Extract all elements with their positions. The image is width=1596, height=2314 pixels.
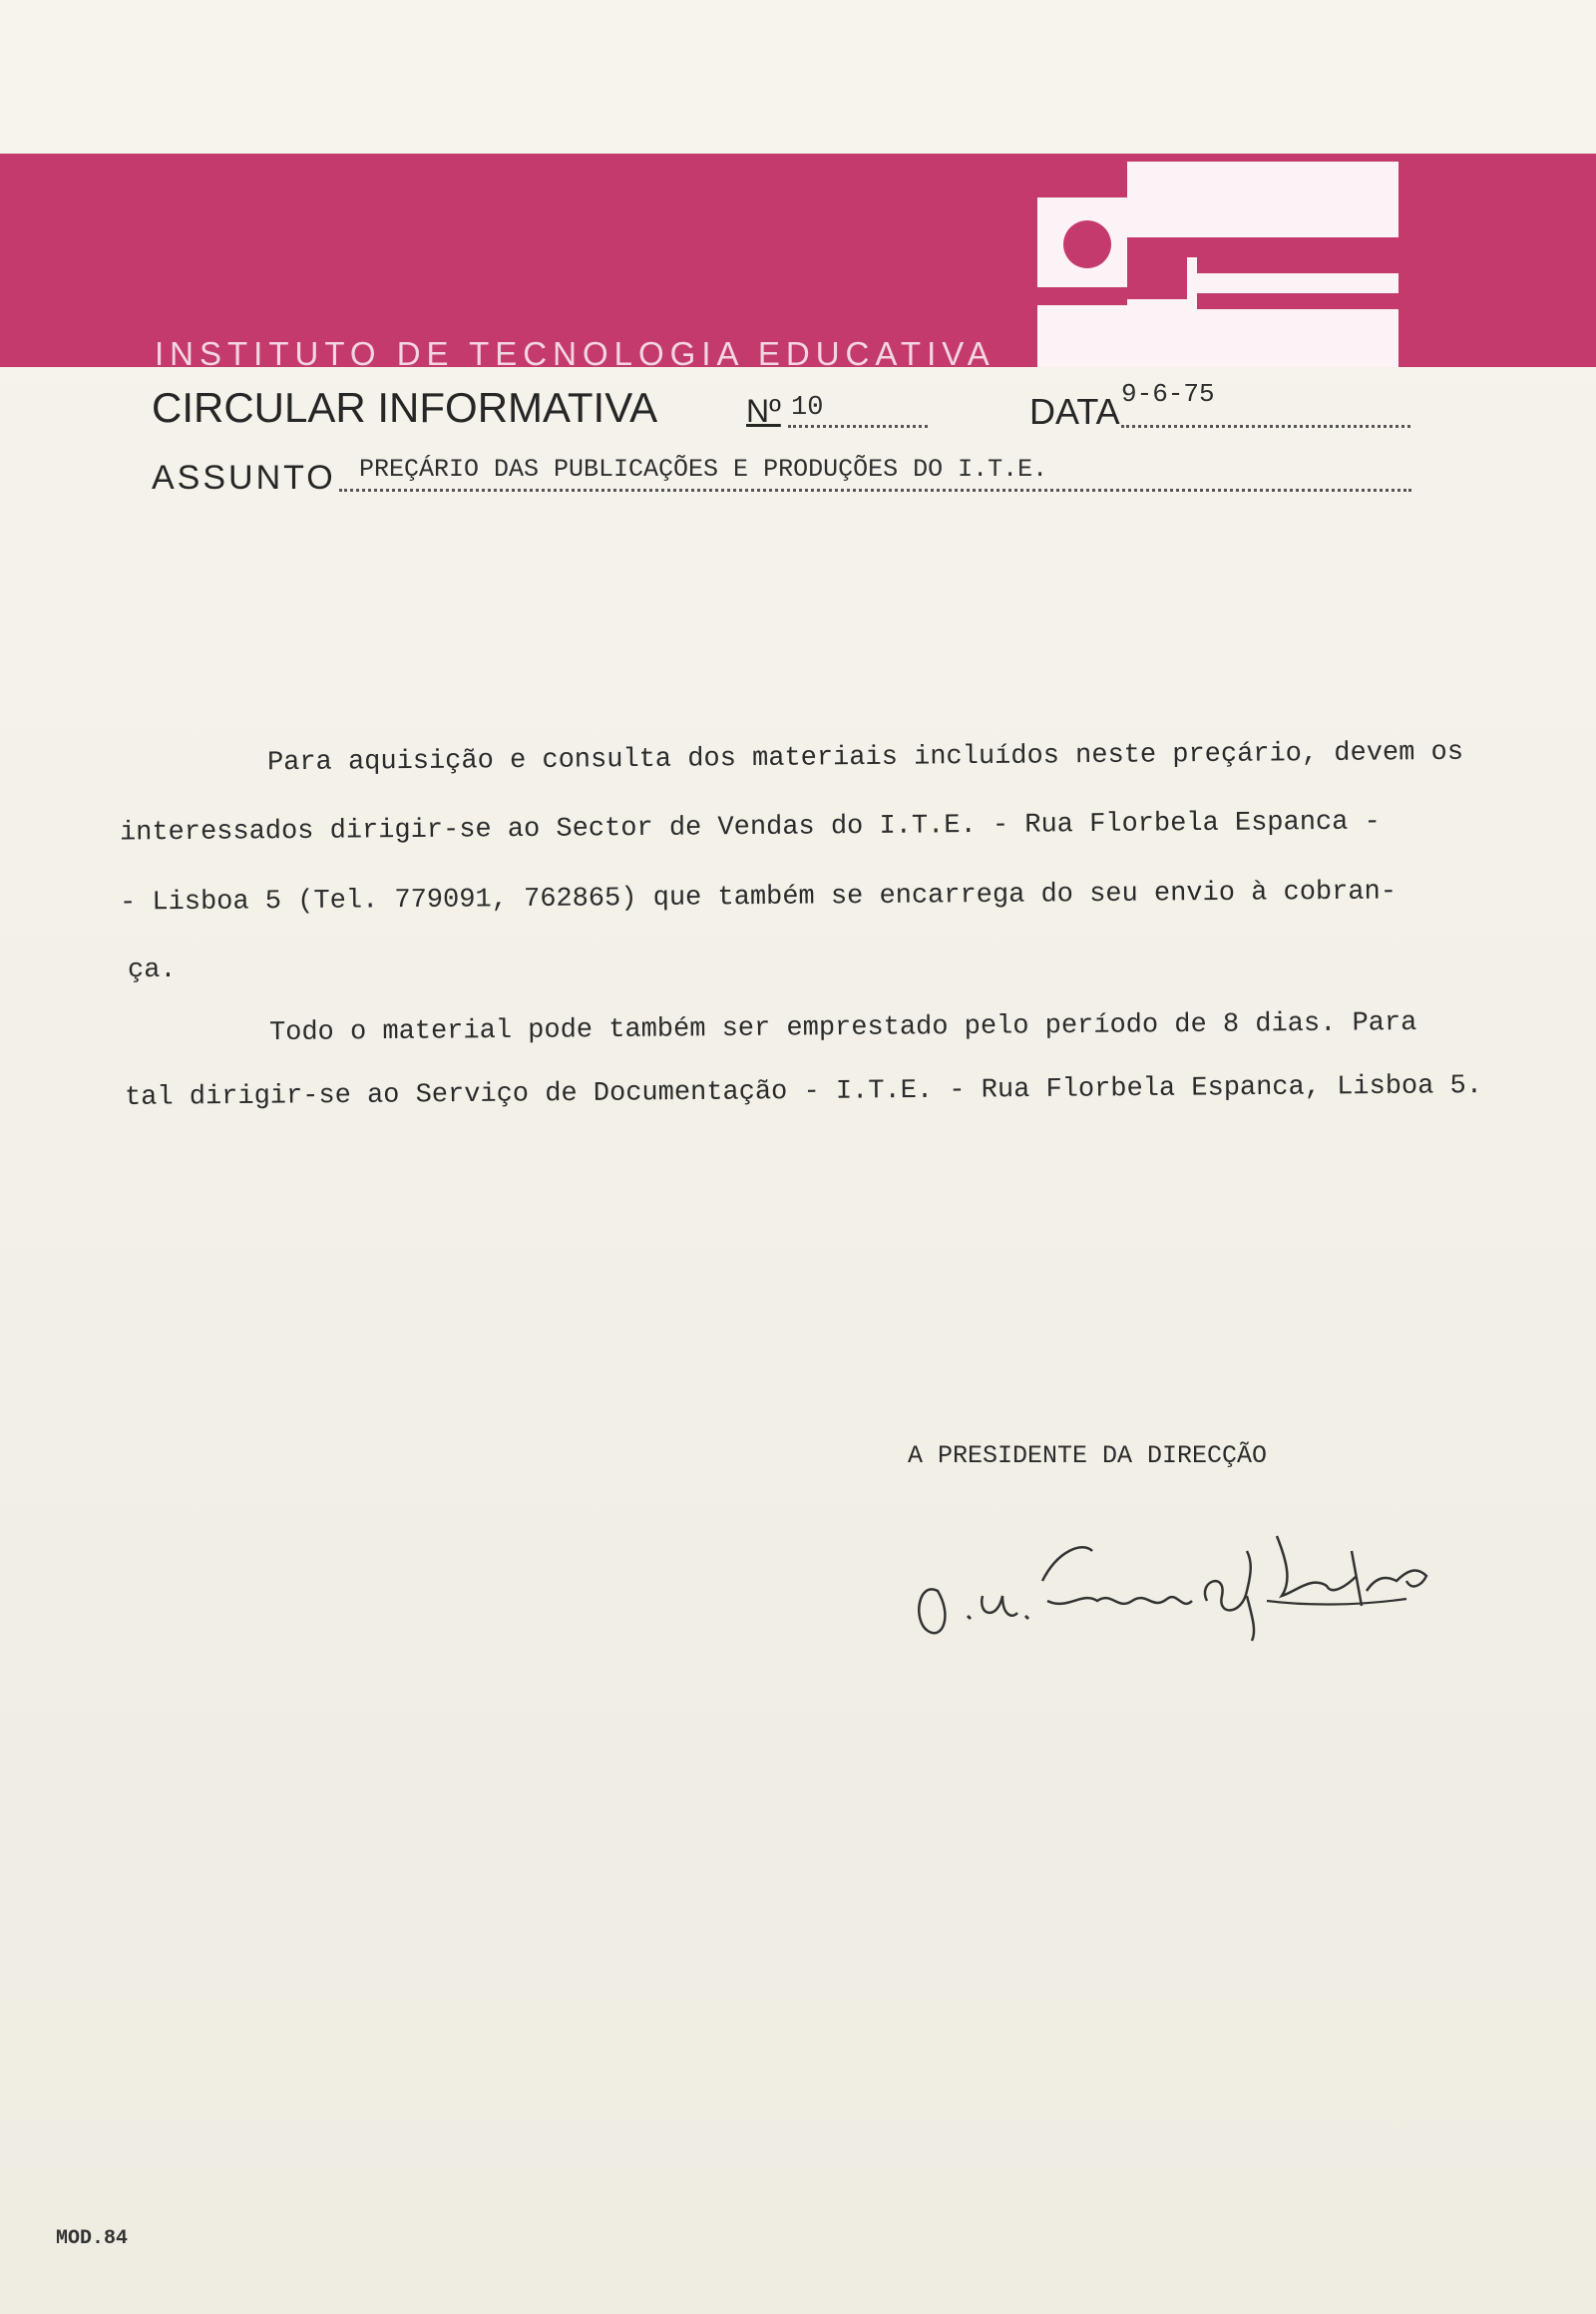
logo-e-bar-2 bbox=[1197, 293, 1398, 309]
subject-dotted-line bbox=[339, 489, 1411, 492]
handwritten-signature bbox=[908, 1521, 1446, 1651]
ite-logo bbox=[1037, 160, 1406, 367]
number-dotted-line bbox=[788, 425, 928, 428]
signatory-title: A PRESIDENTE DA DIRECÇÃO bbox=[908, 1441, 1268, 1470]
body-line-5: Todo o material pode também ser emprestado pelo período de 8 dias. Para bbox=[268, 1007, 1417, 1049]
logo-i-dot bbox=[1063, 220, 1111, 268]
logo-e-bar-top bbox=[1187, 237, 1398, 257]
number-label: Nº bbox=[746, 393, 781, 429]
date-value: 9-6-75 bbox=[1121, 379, 1215, 409]
logo-i-gap bbox=[1037, 287, 1127, 305]
body-line-4: ça. bbox=[128, 956, 177, 985]
date-label: DATA bbox=[1029, 391, 1120, 432]
number-value: 10 bbox=[791, 393, 824, 423]
form-code: MOD.84 bbox=[56, 2227, 129, 2250]
logo-e-bar-1 bbox=[1197, 257, 1398, 273]
date-dotted-line bbox=[1121, 425, 1410, 428]
subject-label: ASSUNTO bbox=[152, 459, 336, 497]
subject-value: PREÇÁRIO DAS PUBLICAÇÕES E PRODUÇÕES DO I.T.E. bbox=[359, 455, 1048, 484]
body-line-1: Para aquisição e consulta dos materiais incluídos neste preçário, devem os bbox=[266, 737, 1464, 779]
body-line-6: tal dirigir-se ao Serviço de Documentação - I.T.E. - Rua Florbela Espanca, Lisboa 5. bbox=[124, 1071, 1483, 1113]
institute-name: INSTITUTO DE TECNOLOGIA EDUCATIVA bbox=[155, 335, 996, 372]
body-line-2: interessados dirigir-se ao Sector de Vendas do I.T.E. - Rua Florbela Espanca - bbox=[119, 807, 1381, 849]
circular-title: CIRCULAR INFORMATIVA bbox=[152, 384, 658, 431]
logo-e-notch-left bbox=[1127, 237, 1187, 299]
body-line-3: - Lisboa 5 (Tel. 779091, 762865) que também se encarrega do seu envio à cobran- bbox=[119, 877, 1397, 919]
